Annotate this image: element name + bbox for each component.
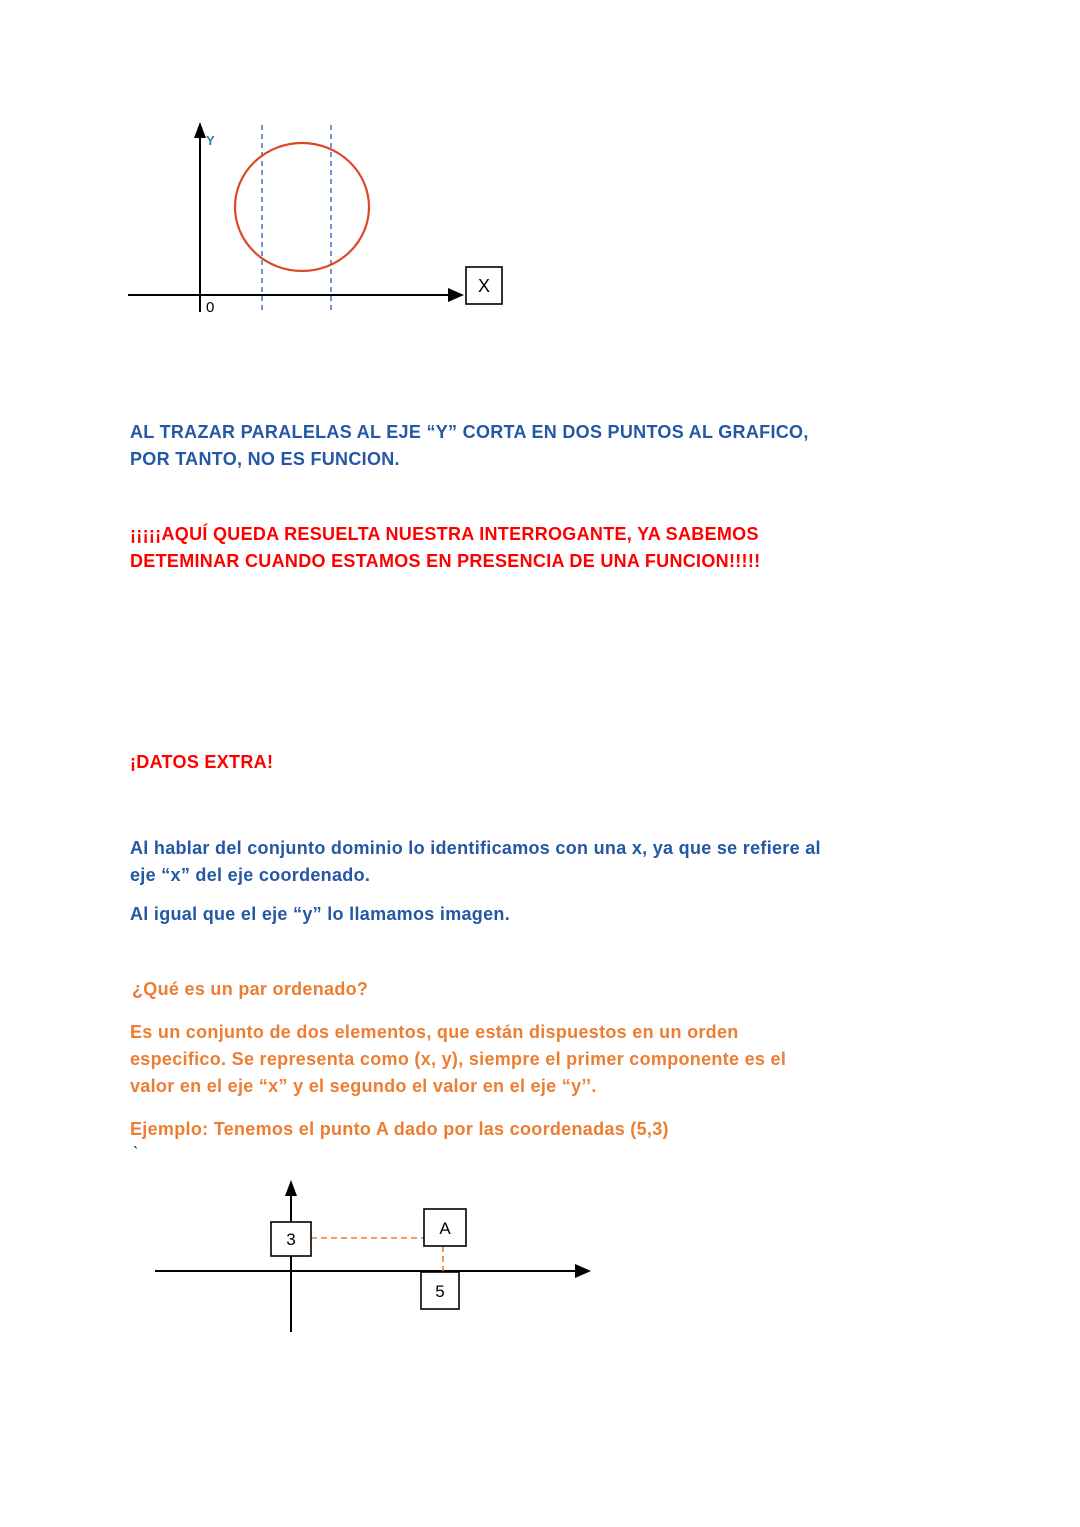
text-line: Al hablar del conjunto dominio lo identificamos con una x, ya que se refiere al	[130, 838, 821, 858]
y-axis-arrow-icon	[194, 122, 206, 138]
paragraph-par-ordenado-definicion	[130, 1019, 786, 1100]
text-line: especifico. Se representa como (x, y), siempre el primer componente es el	[130, 1049, 787, 1069]
point-a-coordinates-diagram	[140, 1172, 620, 1344]
y-value-label: 3	[286, 1230, 296, 1249]
paragraph-ejemplo-coordenadas	[130, 1116, 669, 1143]
text-line: Ejemplo: Tenemos el punto A dado por las coordenadas (5,3)	[130, 1119, 669, 1139]
text-line: Al igual que el eje “y” lo llamamos imagen.	[130, 904, 511, 924]
paragraph-interrogante-resuelta	[130, 521, 760, 575]
origin-label: 0	[206, 299, 215, 316]
circle-graph	[235, 143, 369, 271]
text-line: ¿Qué es un par ordenado?	[132, 979, 369, 999]
x-axis-arrow-icon	[448, 288, 464, 302]
x-axis-label: X	[477, 276, 491, 296]
point-a-label: A	[439, 1219, 451, 1238]
text-line: ¡¡¡¡¡AQUÍ QUEDA RESUELTA NUESTRA INTERROGANTE, YA SABEMOS	[130, 524, 759, 544]
text-line: ¡DATOS EXTRA!	[130, 752, 274, 772]
text-line: eje “x” del eje coordenado.	[130, 865, 371, 885]
y-axis-label: Y	[206, 133, 215, 148]
text-line: Es un conjunto de dos elementos, que están dispuestos en un orden	[130, 1022, 739, 1042]
text-line: DETEMINAR CUANDO ESTAMOS EN PRESENCIA DE UNA FUNCION!!!!!	[130, 551, 761, 571]
vertical-line-test-diagram	[118, 112, 518, 342]
stray-backtick-character: `	[133, 1145, 139, 1162]
text-line: POR TANTO, NO ES FUNCION.	[130, 449, 400, 469]
paragraph-conclusion-no-es-funcion	[130, 419, 809, 473]
x-axis-arrow-icon	[575, 1264, 591, 1278]
heading-datos-extra	[130, 749, 273, 776]
paragraph-imagen	[130, 901, 510, 928]
x-value-label: 5	[435, 1282, 445, 1301]
y-axis-arrow-icon	[285, 1180, 297, 1196]
paragraph-dominio	[130, 835, 821, 889]
text-line: AL TRAZAR PARALELAS AL EJE “Y” CORTA EN DOS PUNTOS AL GRAFICO,	[130, 422, 809, 442]
heading-par-ordenado	[132, 976, 368, 1003]
text-line: valor en el eje “x” y el segundo el valor en el eje “y’’.	[130, 1076, 597, 1096]
